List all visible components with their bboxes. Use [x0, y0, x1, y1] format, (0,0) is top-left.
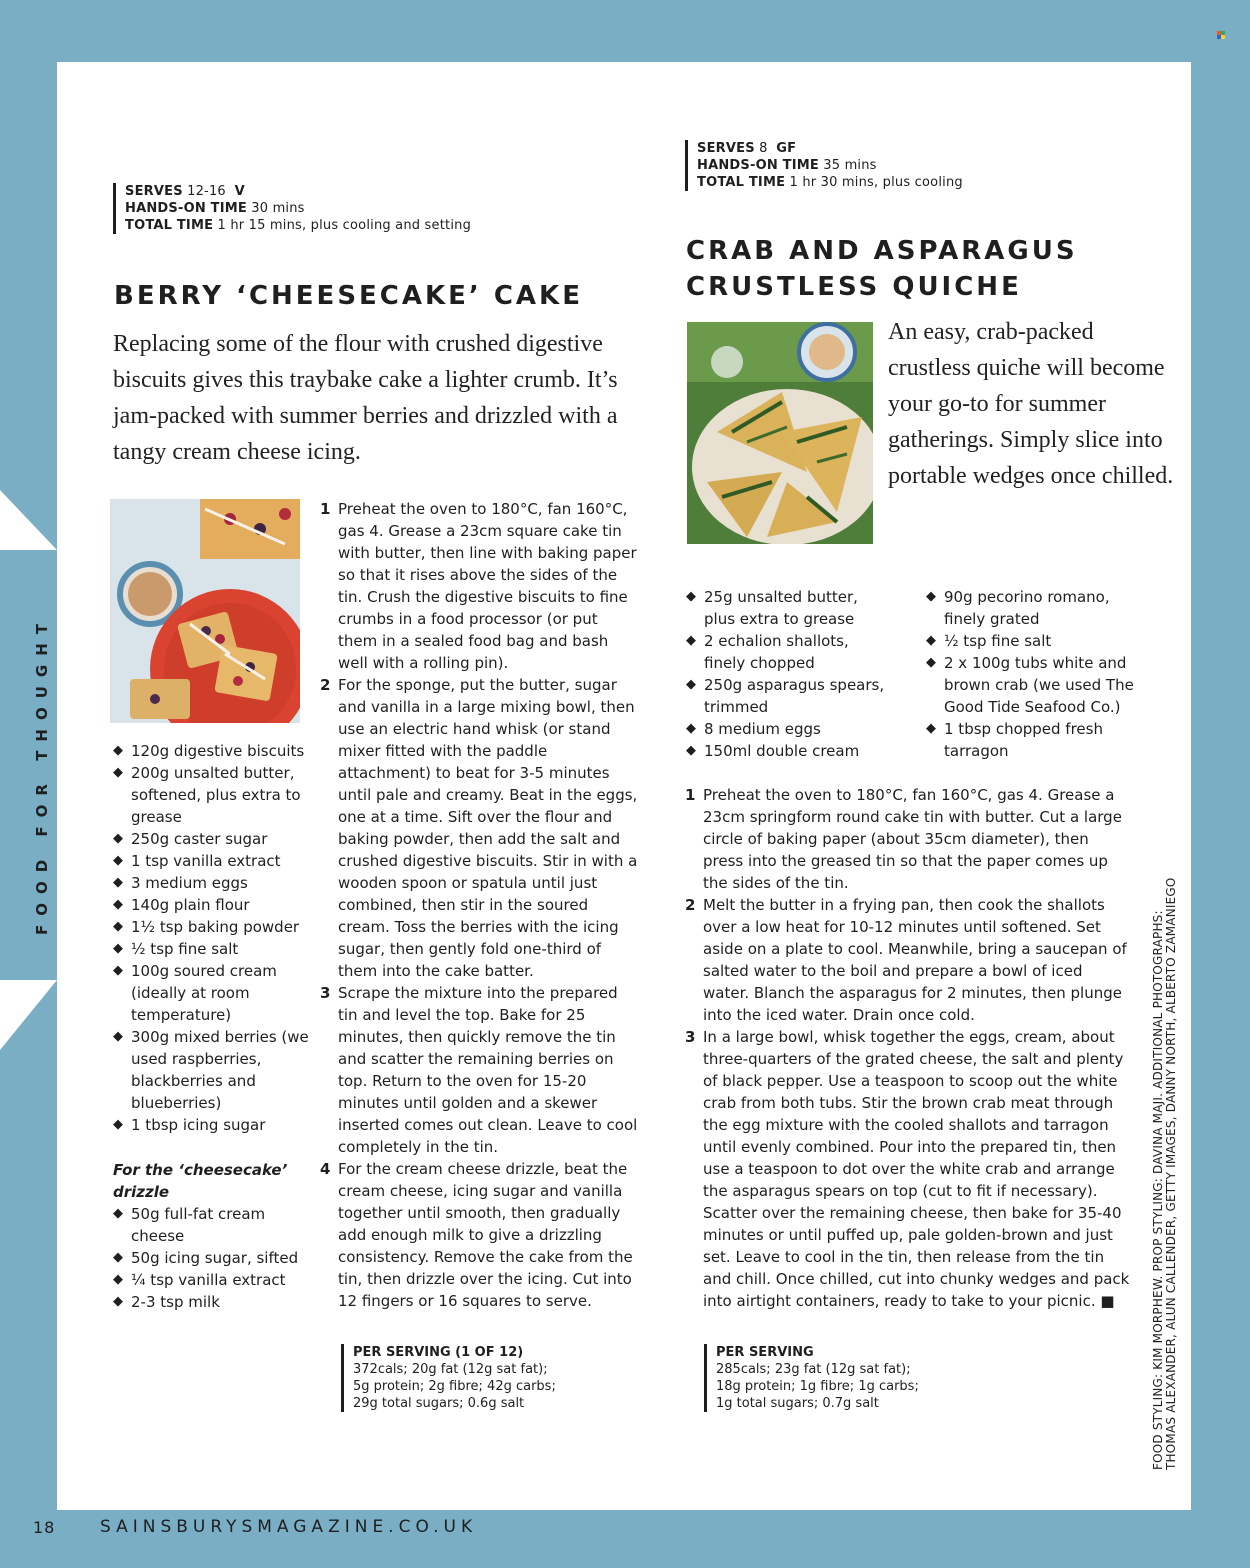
method-step: 3 In a large bowl, whisk together the eggs, cream, about three-quarters of the grated cheese, the salt and plenty of black pepper. Use a teaspoon to scoop out the white crab from both tubs. Stir the brown crab meat through the egg mixture with the cooled shallots and tarragon until evenly combined. Pour into the prepared tin, then use a teaspoon to dot over the white crab and arrange the asparagus spears on top (cut to fit if necessary). Scatter over the remaining cheese, then bake for 35-40 minutes or until puffed up, pale golden-brown and just set. Leave to cool in the tin, then release from the tin and chill. Once chilled, cut into chunky wedges and pack into airtight containers, ready to take to your picnic. ■ [685, 1028, 1130, 1310]
quiche-method [685, 784, 1133, 1312]
photo-credits: FOOD STYLING: KIM MORPHEW. PROP STYLING: DAVINA MAJI. ADDITIONAL PHOTOGRAPHS: THOMAS ALEXANDER, ALUN CALLENDER, GETTY IMAGES, DANNY NORTH, ALBERTO ZAMANIEGO [1151, 877, 1178, 1470]
method-step: 2 For the sponge, put the butter, sugar and vanilla in a large mixing bowl, then use an electric hand whisk (or stand mixer fitted with the paddle attachment) to beat for 3-5 minutes until pale and creamy. Beat in the eggs, one at a time. Sift over the flour and baking powder, then add the salt and crushed digestive biscuits. Stir in with a wooden spoon or spatula until just combined, then stir in the soured cream. Toss the berries with the icing sugar, then gently fold one-third of them into the cake batter. [320, 676, 638, 980]
cake-title: BERRY ‘CHEESECAKE’ CAKE [114, 281, 583, 311]
ingredient-item: ◆ 1 tsp vanilla extract [113, 852, 281, 870]
ingredient-item: ◆ 2-3 tsp milk [113, 1293, 220, 1311]
drizzle-ingredients [113, 1203, 313, 1313]
ingredient-item: ◆ ¼ tsp vanilla extract [113, 1271, 286, 1289]
ingredient-item: ◆ 8 medium eggs [686, 720, 821, 738]
ingredient-item: ◆ 90g pecorino romano, finely grated [926, 588, 1110, 628]
method-step: 1 Preheat the oven to 180°C, fan 160°C, gas 4. Grease a 23cm square cake tin with butter, then line with baking paper so that it rises above the sides of the tin. Crush the digestive biscuits to fine crumbs in a food processor (or put them in a sealed food bag and bash well with a rolling pin). [320, 500, 637, 672]
ingredient-item: ◆ 250g asparagus spears, trimmed [686, 676, 885, 716]
ingredient-item: ◆ 2 echalion shallots, finely chopped [686, 632, 849, 672]
cake-method [320, 498, 640, 1312]
ingredient-item: ◆ 250g caster sugar [113, 830, 268, 848]
ingredient-item: ◆ 200g unsalted butter, softened, plus extra to grease [113, 764, 301, 826]
ingredient-item: ◆ 1½ tsp baking powder [113, 918, 300, 936]
cake-intro: Replacing some of the flour with crushed digestive biscuits gives this traybake cake a lighter crumb. It’s jam-packed with summer berries and drizzled with a tangy cream cheese icing. [113, 331, 618, 465]
cake-meta: SERVES 12-16 V HANDS-ON TIME 30 mins TOTAL TIME 1 hr 15 mins, plus cooling and setting [113, 183, 525, 234]
quiche-title: CRAB AND ASPARAGUS CRUSTLESS QUICHE [686, 236, 1078, 302]
method-step: 4 For the cream cheese drizzle, beat the cream cheese, icing sugar and vanilla together until smooth, then gradually add enough milk to give a drizzling consistency. Remove the cake from the tin, then drizzle over the icing. Cut into 12 fingers or 16 squares to serve. [320, 1160, 633, 1310]
quiche-ingredients-left [686, 586, 891, 762]
page-number: 18 [33, 1518, 56, 1537]
quiche-meta: SERVES 8 GF HANDS-ON TIME 35 mins TOTAL TIME 1 hr 30 mins, plus cooling [685, 140, 1097, 191]
ingredient-item: ◆ 25g unsalted butter, plus extra to grease [686, 588, 858, 628]
cake-nutrition: PER SERVING (1 OF 12) 372cals; 20g fat (12g sat fat); 5g protein; 2g fibre; 42g carbs; 29g total sugars; 0.6g salt [341, 1344, 613, 1412]
ingredient-item: ◆ 50g icing sugar, sifted [113, 1249, 299, 1267]
ingredient-item: ◆ ½ tsp fine salt [926, 632, 1052, 650]
section-label: FOOD FOR THOUGHT [33, 614, 51, 935]
ingredient-item: ◆ 3 medium eggs [113, 874, 248, 892]
drizzle-heading: For the ‘cheesecake’ drizzle [113, 1161, 288, 1201]
ingredient-item: ◆ 100g soured cream (ideally at room temperature) [113, 962, 277, 1024]
ingredient-item: ◆ 1 tbsp icing sugar [113, 1116, 266, 1134]
footer-url: SAINSBURYSMAGAZINE.CO.UK [100, 1517, 478, 1537]
panel-notch-top [0, 490, 57, 550]
method-step: 3 Scrape the mixture into the prepared tin and level the top. Bake for 25 minutes, then quickly remove the tin and scatter the remaining berries on top. Return to the oven for 15-20 minutes until golden and a skewer inserted comes out clean. Leave to cool completely in the tin. [320, 984, 638, 1156]
quiche-ingredients-right [926, 586, 1146, 762]
quiche-nutrition: PER SERVING 285cals; 23g fat (12g sat fat); 18g protein; 1g fibre; 1g carbs; 1g total sugars; 0.7g salt [704, 1344, 976, 1412]
quiche-intro: An easy, crab-packed crustless quiche will become your go-to for summer gatherings. Simply slice into portable wedges once chilled. [888, 319, 1174, 489]
ingredient-item: ◆ 150ml double cream [686, 742, 860, 760]
ingredient-item: ◆ ½ tsp fine salt [113, 940, 239, 958]
corner-logo-icon [1217, 31, 1225, 39]
ingredient-item: ◆ 1 tbsp chopped fresh tarragon [926, 720, 1103, 760]
cake-photo [110, 499, 300, 723]
method-step: 1 Preheat the oven to 180°C, fan 160°C, gas 4. Grease a 23cm springform round cake tin with butter. Cut a large circle of baking paper (about 35cm diameter), then press into the greased tin so that the paper comes up the sides of the tin. [685, 786, 1122, 892]
ingredient-item: ◆ 2 x 100g tubs white and brown crab (we used The Good Tide Seafood Co.) [926, 654, 1134, 716]
ingredient-item: ◆ 50g full-fat cream cheese [113, 1205, 266, 1245]
panel-notch-bottom [0, 980, 57, 1050]
cake-ingredients [113, 740, 313, 1136]
quiche-photo [687, 322, 873, 544]
ingredient-item: ◆ 140g plain flour [113, 896, 250, 914]
ingredient-item: ◆ 120g digestive biscuits [113, 742, 305, 760]
ingredient-item: ◆ 300g mixed berries (we used raspberries, blackberries and blueberries) [113, 1028, 309, 1112]
method-step: 2 Melt the butter in a frying pan, then cook the shallots over a low heat for 10-12 minutes until softened. Set aside on a plate to cool. Meanwhile, bring a saucepan of salted water to the boil and prepare a bowl of iced water. Blanch the asparagus for 2 minutes, then plunge into the iced water. Drain once cold. [685, 896, 1127, 1024]
